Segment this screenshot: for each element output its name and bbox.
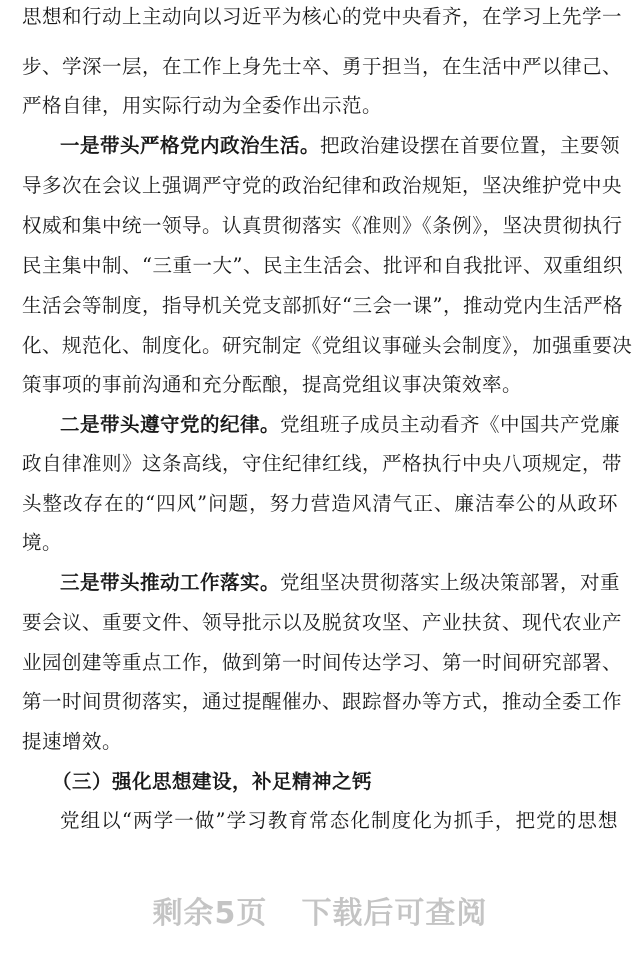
text-line: 思想和行动上主动向以习近平为核心的党中央看齐，在学习上先学一 (22, 5, 623, 28)
text-run: 党组坚决贯彻落实上级决策部署，对重 (280, 571, 621, 594)
download-to-view-label: 下载后可查阅 (301, 896, 488, 931)
text-line: 政自律准则》这条高线，守住纪律红线，严格执行中央八项规定，带 (22, 452, 623, 475)
text-run: 党组班子成员主动看齐《中国共产党廉 (280, 413, 621, 436)
paragraph-first-line (22, 134, 621, 158)
text-line: 头整改存在的“四风”问题，努力营造风清气正、廉洁奉公的从政环 (22, 492, 618, 515)
text-line: 权威和集中统一领导。认真贯彻落实《准则》《条例》，坚决贯彻执行 (22, 214, 623, 237)
text-line: 民主集中制、“三重一大”、民主生活会、批评和自我批评、双重组织 (22, 254, 623, 277)
text-line: 策事项的事前沟通和充分酝酿，提高党组议事决策效率。 (22, 373, 523, 396)
text-line: 第一时间贯彻落实，通过提醒催办、跟踪督办等方式，推动全委工作 (22, 690, 623, 713)
heading-political-life: 一是带头严格党内政治生活。 (60, 134, 321, 157)
text-line: 业园创建等重点工作，做到第一时间传达学习、第一时间研究部署、 (22, 651, 623, 674)
paragraph-first-line (22, 571, 621, 595)
text-line: 要会议、重要文件、领导批示以及脱贫攻坚、产业扶贫、现代农业产 (22, 611, 623, 634)
heading-implementation: 三是带头推动工作落实。 (60, 571, 281, 594)
download-prompt[interactable] (0, 888, 640, 932)
text-line: 导多次在会议上强调严守党的政治纪律和政治规矩，坚决维护党中央 (22, 174, 623, 197)
text-line: 生活会等制度，指导机关党支部抓好“三会一课”，推动党内生活严格 (22, 294, 623, 317)
text-line: 化、规范化、制度化。研究制定《党组议事碰头会制度》，加强重要决 (22, 334, 633, 357)
text-run: 把政治建设摆在首要位置，主要领 (320, 134, 621, 157)
text-line: 提速增效。 (22, 730, 123, 753)
remaining-pages-label: 剩余5页 (152, 896, 268, 931)
paragraph-first-line (22, 413, 621, 437)
text-line: 严格自律，用实际行动为全委作出示范。 (22, 94, 383, 117)
text-line: 境。 (22, 531, 63, 554)
section-three-title: （三）强化思想建设，补足精神之钙 (52, 770, 373, 793)
text-line: 党组以“两学一做”学习教育常态化制度化为抓手，把党的思想 (60, 809, 618, 832)
section-heading (22, 770, 618, 794)
text-line: 步、学深一层，在工作上身先士卒、勇于担当，在生活中严以律己、 (22, 55, 623, 78)
heading-discipline: 二是带头遵守党的纪律。 (60, 413, 281, 436)
